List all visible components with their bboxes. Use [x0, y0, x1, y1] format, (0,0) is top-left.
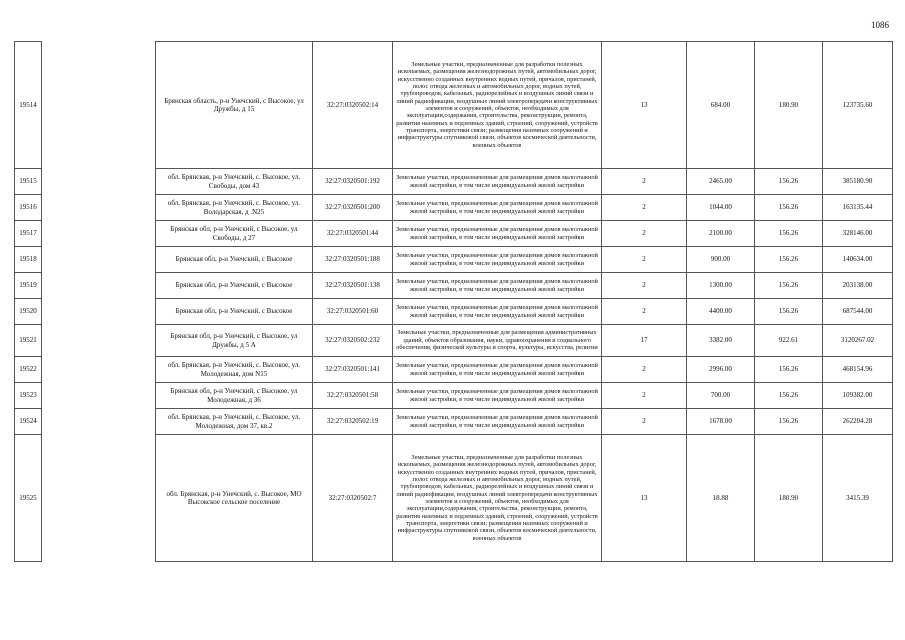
land-use-cell: Земельные участки, предназначенные для размещения домов малоэтажной жилой застройки, в том числе индивидуальной жилой застройки — [393, 409, 602, 435]
specific-value-cell: 180.90 — [755, 435, 823, 562]
land-use-cell: Земельные участки, предназначенные для размещения домов малоэтажной жилой застройки, в том числе индивидуальной жилой застройки — [393, 383, 602, 409]
specific-value-cell: 922.61 — [755, 325, 823, 357]
use-group-cell: 2 — [602, 273, 687, 299]
use-group-cell: 2 — [602, 247, 687, 273]
cadastral-value-cell: 203138.00 — [823, 273, 893, 299]
row-number: 19516 — [15, 195, 42, 221]
specific-value-cell: 156.26 — [755, 221, 823, 247]
land-use-cell: Земельные участки, предназначенные для размещения домов малоэтажной жилой застройки, в том числе индивидуальной жилой застройки — [393, 247, 602, 273]
cadastral-value-cell: 109382.00 — [823, 383, 893, 409]
address-cell: Брянская обл, р-н Унечский, с Высокое — [156, 273, 313, 299]
spacer-cell — [42, 357, 156, 383]
use-group-cell: 2 — [602, 195, 687, 221]
area-cell: 1044.00 — [687, 195, 755, 221]
cadastral-number-cell: 32:27:0320502:14 — [313, 42, 393, 169]
row-number: 19515 — [15, 169, 42, 195]
area-cell: 1678.00 — [687, 409, 755, 435]
use-group-cell: 13 — [602, 435, 687, 562]
table-row — [15, 325, 893, 357]
address-cell: Брянская обл, р-н Унечский, с Высокое — [156, 247, 313, 273]
area-cell: 3382.00 — [687, 325, 755, 357]
address-cell: обл. Брянская, р-н Унечский, с. Высокое, ул. Володарская, д .N25 — [156, 195, 313, 221]
land-use-cell: Земельные участки, предназначенные для размещения домов малоэтажной жилой застройки, в том числе индивидуальной жилой застройки — [393, 299, 602, 325]
area-cell: 684.00 — [687, 42, 755, 169]
table-row — [15, 357, 893, 383]
table-row — [15, 435, 893, 562]
use-group-cell: 13 — [602, 42, 687, 169]
area-cell: 2465.00 — [687, 169, 755, 195]
address-cell: Брянская обл, р-н Унечский, с Высокое — [156, 299, 313, 325]
spacer-cell — [42, 383, 156, 409]
address-cell: обл. Брянская, р-н Унечский, с. Высокое, ул. Молодежная, дом N15 — [156, 357, 313, 383]
cadastral-number-cell: 32:27:0320501:188 — [313, 247, 393, 273]
spacer-cell — [42, 409, 156, 435]
land-use-cell: Земельные участки, предназначенные для разработки полезных ископаемых, размещения железнодорожных путей, автомобильных дорог, искусственно созданных внутренних водных путей, причалов, пристаней, полос отвода железных и автомобильных дорог, водных путей, трубопроводов, кабельных, радиорелейных и воздушных линий связи и линий радиофикации, воздушных линий электропередачи конструктивных элементов и сооружений, объектов, необходимых для эксплуатации,содержания, строительства, реконструкции, ремонта, развития наземных и подземных зданий, строений, сооружений, устройств транспорта, энергетики связи; размещения наземных сооружений и инфраструктуры спутниковой связи, объектов космической деятельности, военных объектов — [393, 435, 602, 562]
cadastral-number-cell: 32:27:0320501:44 — [313, 221, 393, 247]
specific-value-cell: 156.26 — [755, 169, 823, 195]
row-number: 19521 — [15, 325, 42, 357]
address-cell: обл. Брянская, р-н Унечский, с. Высокое, МО Высокское сельское поселение — [156, 435, 313, 562]
row-number: 19522 — [15, 357, 42, 383]
cadastral-value-cell: 687544.00 — [823, 299, 893, 325]
area-cell: 18.88 — [687, 435, 755, 562]
spacer-cell — [42, 169, 156, 195]
specific-value-cell: 156.26 — [755, 247, 823, 273]
cadastral-value-cell: 385180.90 — [823, 169, 893, 195]
row-number: 19519 — [15, 273, 42, 299]
cadastral-number-cell: 32:27:0320501:141 — [313, 357, 393, 383]
land-use-cell: Земельные участки, предназначенные для размещения домов малоэтажной жилой застройки, в том числе индивидуальной жилой застройки — [393, 273, 602, 299]
address-cell: обл. Брянская, р-н Унечский, с. Высокое, ул. Молодежная, дом 37, кв.2 — [156, 409, 313, 435]
cadastral-value-cell: 163135.44 — [823, 195, 893, 221]
land-use-cell: Земельные участки, предназначенные для размещения домов малоэтажной жилой застройки, в том числе индивидуальной жилой застройки — [393, 169, 602, 195]
row-number: 19523 — [15, 383, 42, 409]
table-row — [15, 409, 893, 435]
area-cell: 900.00 — [687, 247, 755, 273]
table-row — [15, 383, 893, 409]
spacer-cell — [42, 273, 156, 299]
spacer-cell — [42, 325, 156, 357]
specific-value-cell: 156.26 — [755, 357, 823, 383]
land-use-cell: Земельные участки, предназначенные для размещения домов малоэтажной жилой застройки, в том числе индивидуальной жилой застройки — [393, 357, 602, 383]
address-cell: обл. Брянская, р-н Унечский, с. Высокое, ул. Свободы, дом 43 — [156, 169, 313, 195]
spacer-cell — [42, 42, 156, 169]
row-number: 19517 — [15, 221, 42, 247]
specific-value-cell: 180.90 — [755, 42, 823, 169]
use-group-cell: 2 — [602, 169, 687, 195]
area-cell: 2996.00 — [687, 357, 755, 383]
row-number: 19525 — [15, 435, 42, 562]
specific-value-cell: 156.26 — [755, 273, 823, 299]
row-number: 19514 — [15, 42, 42, 169]
address-cell: Брянская обл, р-н Унечский, с Высокое, ул Свободы, д 27 — [156, 221, 313, 247]
area-cell: 2100.00 — [687, 221, 755, 247]
cadastral-value-cell: 262204.28 — [823, 409, 893, 435]
table-row — [15, 247, 893, 273]
cadastral-number-cell: 32:27:0320501:192 — [313, 169, 393, 195]
use-group-cell: 17 — [602, 325, 687, 357]
cadastral-value-cell: 468154.96 — [823, 357, 893, 383]
table-row — [15, 221, 893, 247]
spacer-cell — [42, 247, 156, 273]
row-number: 19520 — [15, 299, 42, 325]
area-cell: 1300.00 — [687, 273, 755, 299]
cadastral-number-cell: 32:27:0320502:7 — [313, 435, 393, 562]
row-number: 19518 — [15, 247, 42, 273]
cadastral-number-cell: 32:27:0320502:19 — [313, 409, 393, 435]
address-cell: Брянская обл, р-н Унечский, с Высокое, ул Дружбы, д 5 А — [156, 325, 313, 357]
specific-value-cell: 156.26 — [755, 299, 823, 325]
land-use-cell: Земельные участки, предназначенные для размещения административных зданий, объектов образования, науки, здравоохранения и социального обеспечения, физической культуры и спорта, культуры, искусства, религии — [393, 325, 602, 357]
use-group-cell: 2 — [602, 357, 687, 383]
table-row — [15, 195, 893, 221]
land-use-cell: Земельные участки, предназначенные для размещения домов малоэтажной жилой застройки, в том числе индивидуальной жилой застройки — [393, 221, 602, 247]
spacer-cell — [42, 221, 156, 247]
table-row — [15, 169, 893, 195]
cadastral-number-cell: 32:27:0320501:58 — [313, 383, 393, 409]
cadastral-value-cell: 140634.00 — [823, 247, 893, 273]
spacer-cell — [42, 195, 156, 221]
specific-value-cell: 156.26 — [755, 383, 823, 409]
address-cell: Брянская обл, р-н Унечский, с Высокое, ул Молодежная, д 36 — [156, 383, 313, 409]
cadastral-number-cell: 32:27:0320501:200 — [313, 195, 393, 221]
address-cell: Брянская область, р-н Унечский, с Высокое, ул Дружбы, д 15 — [156, 42, 313, 169]
cadastral-value-table — [14, 41, 893, 562]
specific-value-cell: 156.26 — [755, 409, 823, 435]
use-group-cell: 2 — [602, 299, 687, 325]
row-number: 19524 — [15, 409, 42, 435]
use-group-cell: 2 — [602, 383, 687, 409]
cadastral-number-cell: 32:27:0320502:232 — [313, 325, 393, 357]
land-use-cell: Земельные участки, предназначенные для размещения домов малоэтажной жилой застройки, в том числе индивидуальной жилой застройки — [393, 195, 602, 221]
table-row — [15, 42, 893, 169]
area-cell: 4400.00 — [687, 299, 755, 325]
cadastral-value-cell: 123735.60 — [823, 42, 893, 169]
cadastral-value-cell: 328146.00 — [823, 221, 893, 247]
page-number: 1086 — [871, 20, 889, 30]
table-row — [15, 273, 893, 299]
table-row — [15, 299, 893, 325]
specific-value-cell: 156.26 — [755, 195, 823, 221]
spacer-cell — [42, 299, 156, 325]
area-cell: 700.00 — [687, 383, 755, 409]
use-group-cell: 2 — [602, 221, 687, 247]
cadastral-number-cell: 32:27:0320501:138 — [313, 273, 393, 299]
cadastral-value-cell: 3415.39 — [823, 435, 893, 562]
spacer-cell — [42, 435, 156, 562]
cadastral-number-cell: 32:27:0320501:60 — [313, 299, 393, 325]
land-use-cell: Земельные участки, предназначенные для разработки полезных ископаемых, размещения железнодорожных путей, автомобильных дорог, искусственно созданных внутренних водных путей, причалов, пристаней, полос отвода железных и автомобильных дорог, водных путей, трубопроводов, кабельных, радиорелейных и воздушных линий связи и линий радиофикации, воздушных линий электропередачи конструктивных элементов и сооружений, объектов, необходимых для эксплуатации,содержания, строительства, реконструкции, ремонта, развития наземных и подземных зданий, строений, сооружений, устройств транспорта, энергетики связи; размещения наземных сооружений и инфраструктуры спутниковой связи, объектов космической деятельности, военных объектов — [393, 42, 602, 169]
cadastral-value-cell: 3120267.02 — [823, 325, 893, 357]
use-group-cell: 2 — [602, 409, 687, 435]
